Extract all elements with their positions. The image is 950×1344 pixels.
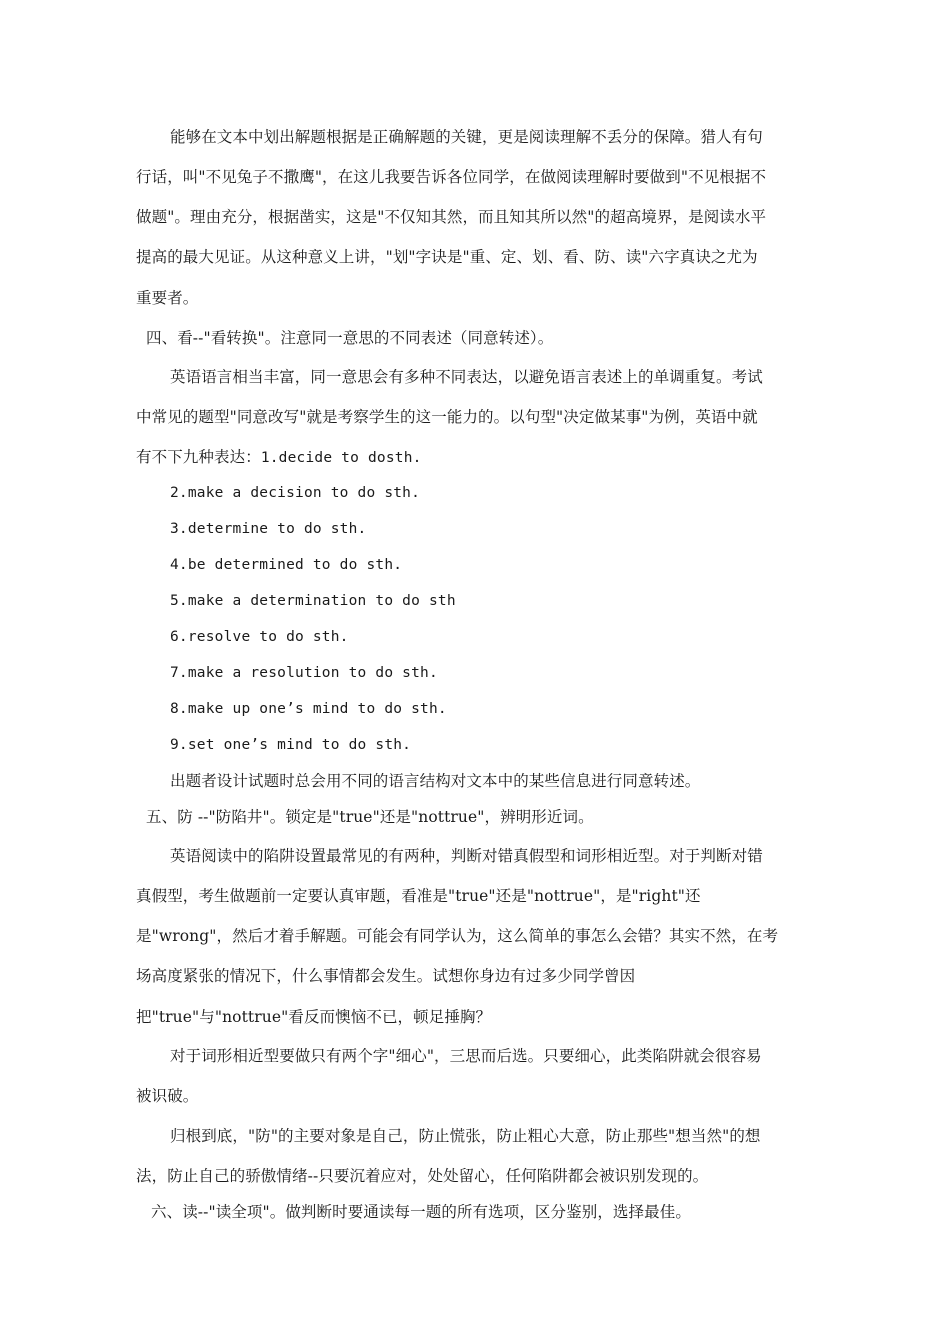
section-heading: 四、看--"看转换"。注意同一意思的不同表述（同意转述）。 <box>146 329 554 347</box>
list-item: 8.make up one’s mind to do sth. <box>170 701 447 717</box>
list-item: 7.make a resolution to do sth. <box>170 665 438 681</box>
paragraph-line: 真假型，考生做题前一定要认真审题，看准是"true"还是"nottrue"，是"right"还 <box>136 887 701 905</box>
section-heading: 五、防 --"防陷井"。锁定是"true"还是"nottrue"，辨明形近词。 <box>146 808 594 826</box>
paragraph-line: 对于词形相近型要做只有两个字"细心"，三思而后选。只要细心，此类陷阱就会很容易 <box>170 1047 762 1065</box>
section-heading: 六、读--"读全项"。做判断时要通读每一题的所有选项，区分鉴别，选择最佳。 <box>151 1203 691 1221</box>
list-item: 2.make a decision to do sth. <box>170 485 421 501</box>
paragraph-line: 能够在文本中划出解题根据是正确解题的关键，更是阅读理解不丢分的保障。猎人有句 <box>170 128 763 146</box>
list-item: 5.make a determination to do sth <box>170 593 456 609</box>
paragraph-text: 有不下九种表达： <box>136 448 261 466</box>
paragraph-line: 场高度紧张的情况下，什么事情都会发生。试想你身边有过多少同学曾因 <box>136 967 636 985</box>
paragraph-line: 中常见的题型"同意改写"就是考察学生的这一能力的。以句型"决定做某事"为例，英语中就 <box>136 408 758 426</box>
paragraph-line: 把"true"与"nottrue"看反而懊恼不已，顿足捶胸？ <box>136 1008 492 1026</box>
paragraph-line: 做题"。理由充分，根据凿实，这是"不仅知其然，而且知其所以然"的超高境界，是阅读水平 <box>136 208 767 226</box>
paragraph-line: 英语语言相当丰富，同一意思会有多种不同表达，以避免语言表述上的单调重复。考试 <box>170 368 763 386</box>
paragraph-line: 被识破。 <box>136 1087 199 1105</box>
paragraph-line: 归根到底，"防"的主要对象是自己，防止慌张，防止粗心大意，防止那些"想当然"的想 <box>170 1127 761 1145</box>
paragraph-line: 法，防止自己的骄傲情绪--只要沉着应对，处处留心，任何陷阱都会被识别发现的。 <box>136 1167 709 1185</box>
paragraph-line: 重要者。 <box>136 289 199 307</box>
list-item: 4.be determined to do sth. <box>170 557 403 573</box>
list-item: 6.resolve to do sth. <box>170 629 349 645</box>
paragraph-line: 出题者设计试题时总会用不同的语言结构对文本中的某些信息进行同意转述。 <box>170 772 701 790</box>
paragraph-line: 提高的最大见证。从这种意义上讲，"划"字诀是"重、定、划、看、防、读"六字真诀之尤为 <box>136 248 758 266</box>
paragraph-line: 行话，叫"不见兔子不撒鹰"，在这儿我要告诉各位同学，在做阅读理解时要做到"不见根据不 <box>136 168 767 186</box>
list-item: 1.decide to dosth. <box>260 450 422 466</box>
paragraph-line: 是"wrong"，然后才着手解题。可能会有同学认为，这么简单的事怎么会错？其实不然，在考 <box>136 927 779 945</box>
paragraph-line <box>136 446 422 469</box>
list-item: 3.determine to do sth. <box>170 521 367 537</box>
list-item: 9.set one’s mind to do sth. <box>170 737 412 753</box>
paragraph-line: 英语阅读中的陷阱设置最常见的有两种，判断对错真假型和词形相近型。对于判断对错 <box>170 847 763 865</box>
